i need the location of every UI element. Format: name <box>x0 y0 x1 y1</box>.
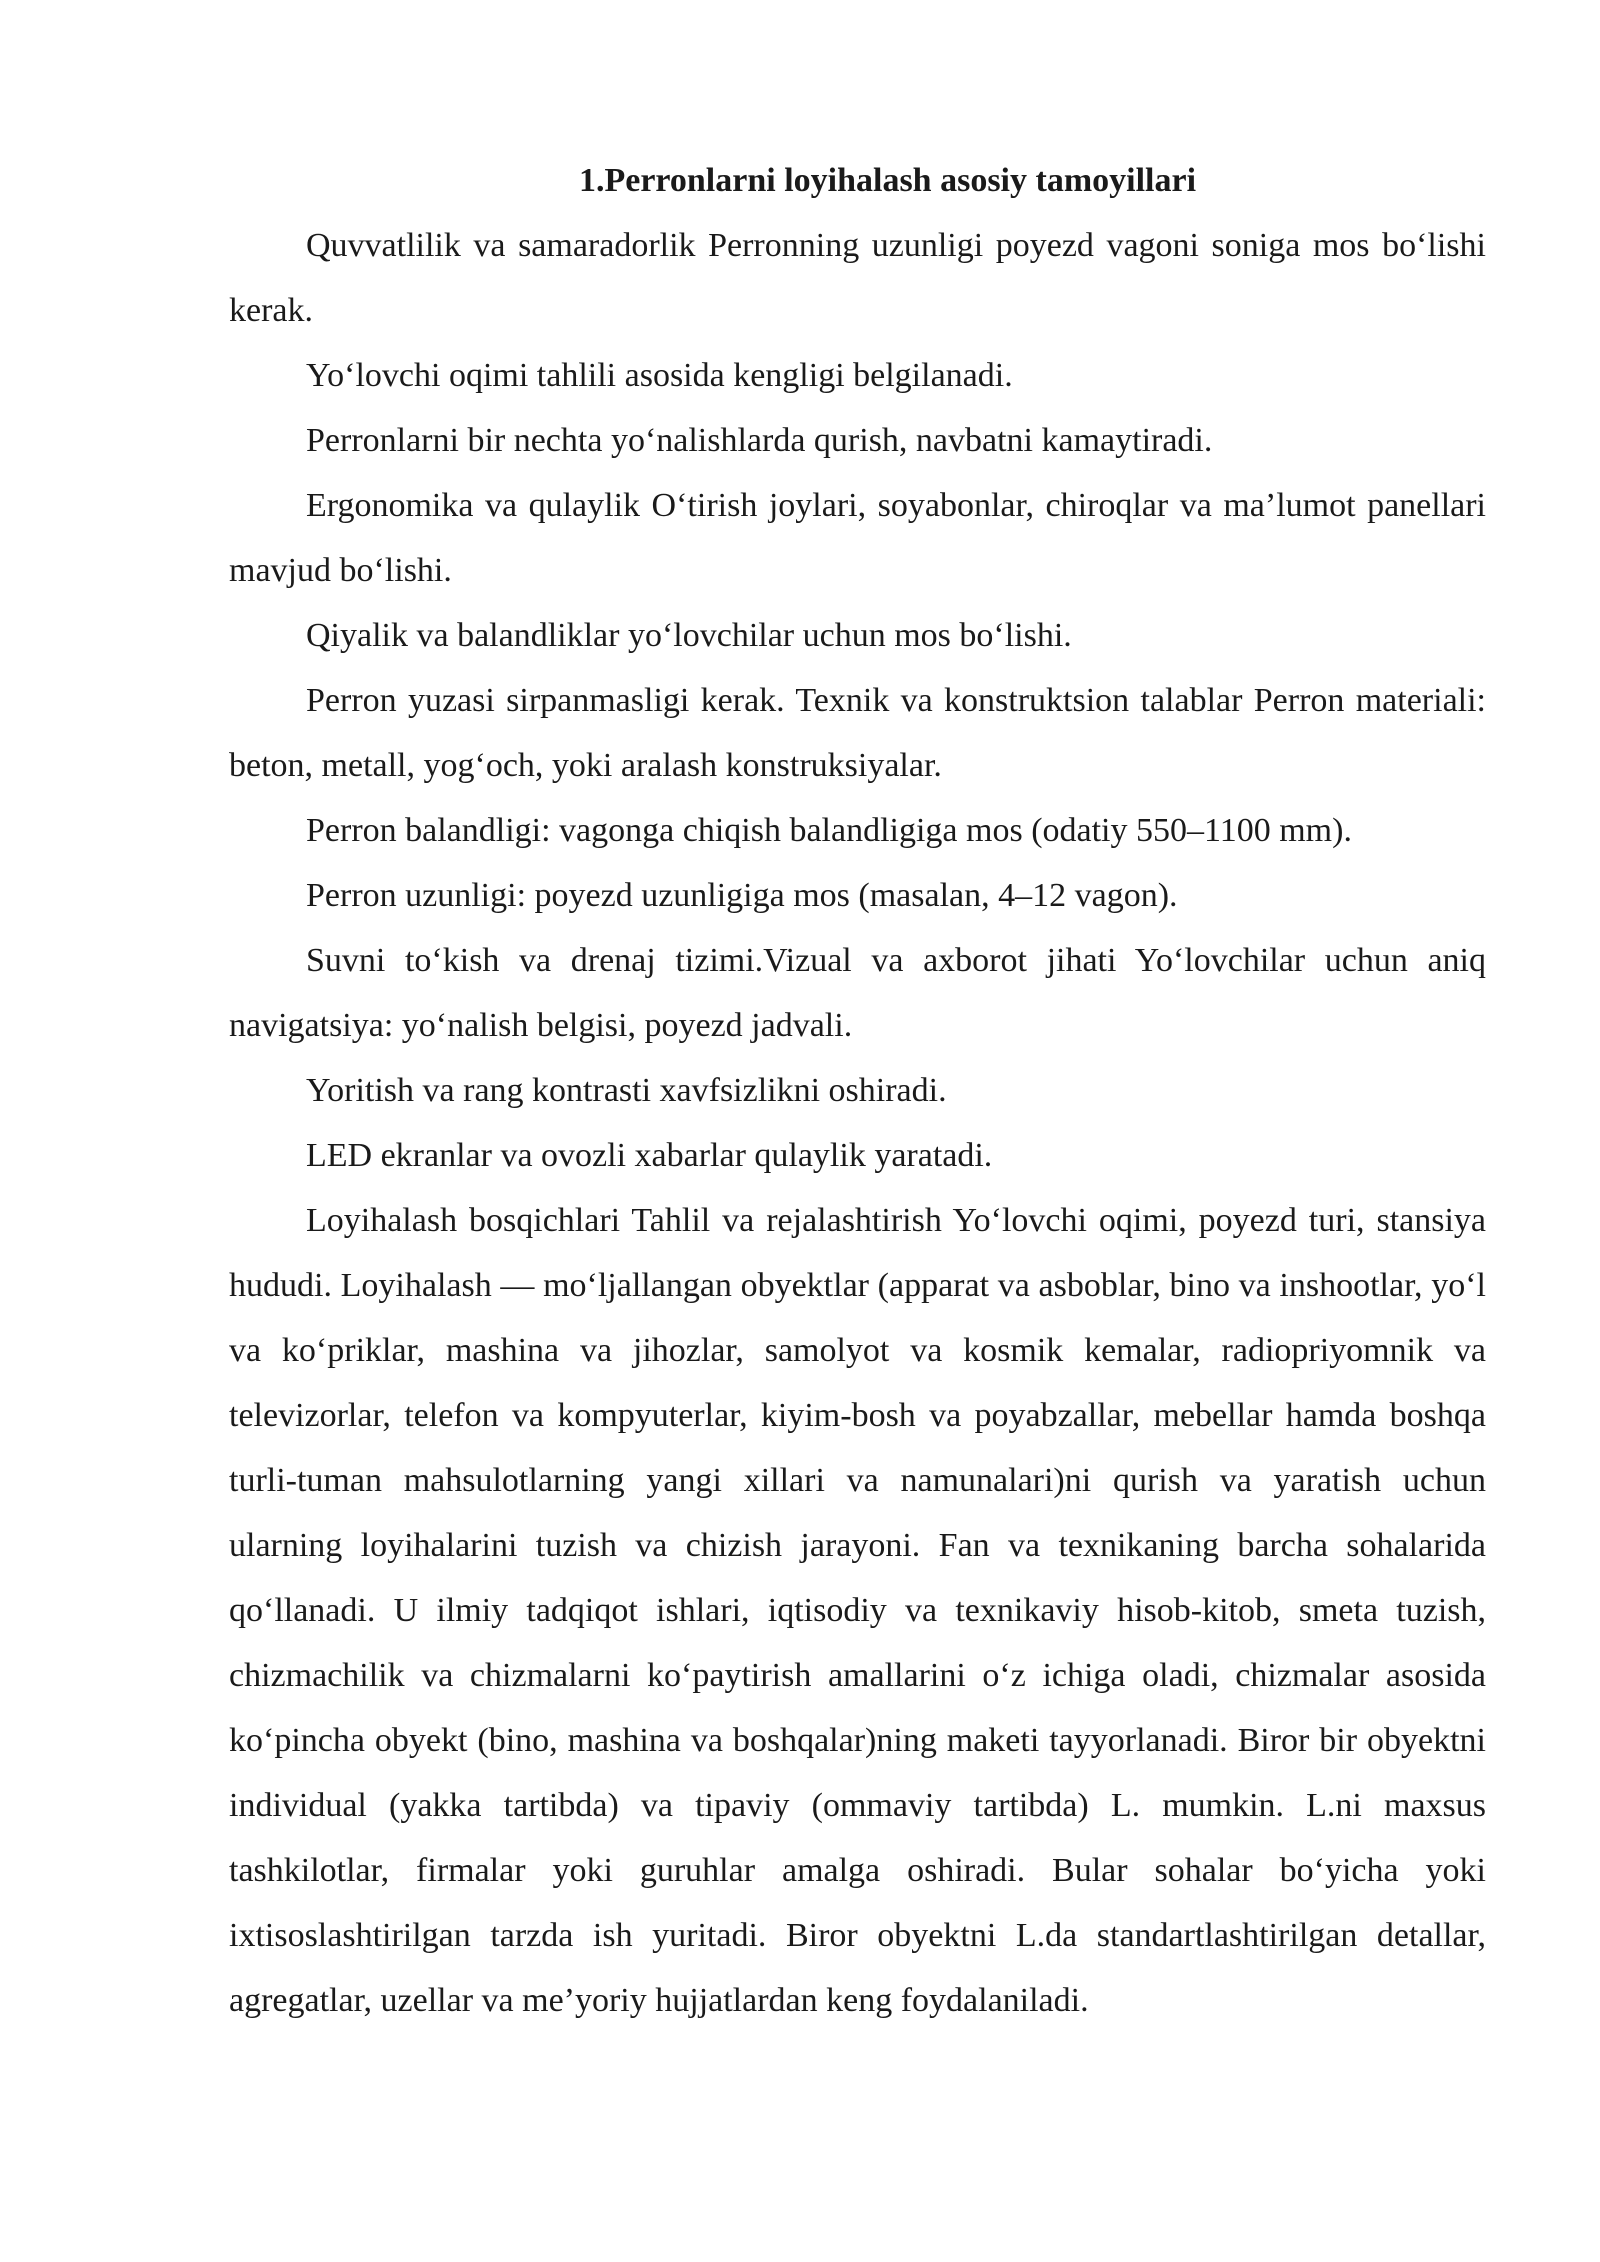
paragraph: Perron balandligi: vagonga chiqish balandligiga mos (odatiy 550–1100 mm). <box>306 812 1352 849</box>
paragraph: LED ekranlar va ovozli xabarlar qulaylik yaratadi. <box>306 1137 993 1174</box>
paragraph: Yo‘lovchi oqimi tahlili asosida kengligi belgilanadi. <box>306 357 1013 394</box>
paragraph: Yoritish va rang kontrasti xavfsizlikni oshiradi. <box>306 1072 947 1109</box>
paragraph: Perronlarni bir nechta yo‘nalishlarda qurish, navbatni kamaytiradi. <box>306 422 1213 459</box>
document-title: 1.Perronlarni loyihalash asosiy tamoyillari <box>578 162 1197 199</box>
paragraph: Perron uzunligi: poyezd uzunligiga mos (masalan, 4–12 vagon). <box>306 877 1178 914</box>
document-body <box>229 148 1486 2033</box>
paragraph: Suvni to‘kish va drenaj tizimi.Vizual va axborot jihati Yo‘lovchilar uchun aniq navigatsiya: yo‘nalish belgisi, poyezd jadvali. <box>229 942 1486 1044</box>
paragraph: Perron yuzasi sirpanmasligi kerak. Texnik va konstruktsion talablar Perron materiali: beton, metall, yog‘och, yoki aralash konstruksiyalar. <box>229 682 1486 784</box>
paragraph: Ergonomika va qulaylik O‘tirish joylari, soyabonlar, chiroqlar va ma’lumot panellari mavjud bo‘lishi. <box>229 487 1486 589</box>
paragraph: Loyihalash bosqichlari Tahlil va rejalashtirish Yo‘lovchi oqimi, poyezd turi, stansiya hududi. Loyihalash — mo‘ljallangan obyektlar (apparat va asboblar, bino va inshootlar, yo‘l va ko‘priklar, mashina va jihozlar, samolyot va kosmik kemalar, radiopriyomnik va televizorlar, telefon va kompyuterlar, kiyim-bosh va poyabzallar, mebellar hamda boshqa turli-tuman mahsulotlarning yangi xillari va namunalari)ni qurish va yaratish uchun ularning loyihalarini tuzish va chizish jarayoni. Fan va texnikaning barcha sohalarida qo‘llanadi. U ilmiy tadqiqot ishlari, iqtisodiy va texnikaviy hisob-kitob, smeta tuzish, chizmachilik va chizmalarni ko‘paytirish amallarini o‘z ichiga oladi, chizmalar asosida ko‘pincha obyekt (bino, mashina va boshqalar)ning maketi tayyorlanadi. Biror bir obyektni individual (yakka tartibda) va tipaviy (ommaviy tartibda) L. mumkin. L.ni maxsus tashkilotlar, firmalar yoki guruhlar amalga oshiradi. Bular sohalar bo‘yicha yoki ixtisoslashtirilgan tarzda ish yuritadi. Biror obyektni L.da standartlashtirilgan detallar, agregatlar, uzellar va me’yoriy hujjatlardan keng foydalaniladi. <box>229 1202 1486 2019</box>
paragraph: Qiyalik va balandliklar yo‘lovchilar uchun mos bo‘lishi. <box>306 617 1072 654</box>
paragraph: Quvvatlilik va samaradorlik Perronning uzunligi poyezd vagoni soniga mos bo‘lishi kerak. <box>229 227 1486 329</box>
